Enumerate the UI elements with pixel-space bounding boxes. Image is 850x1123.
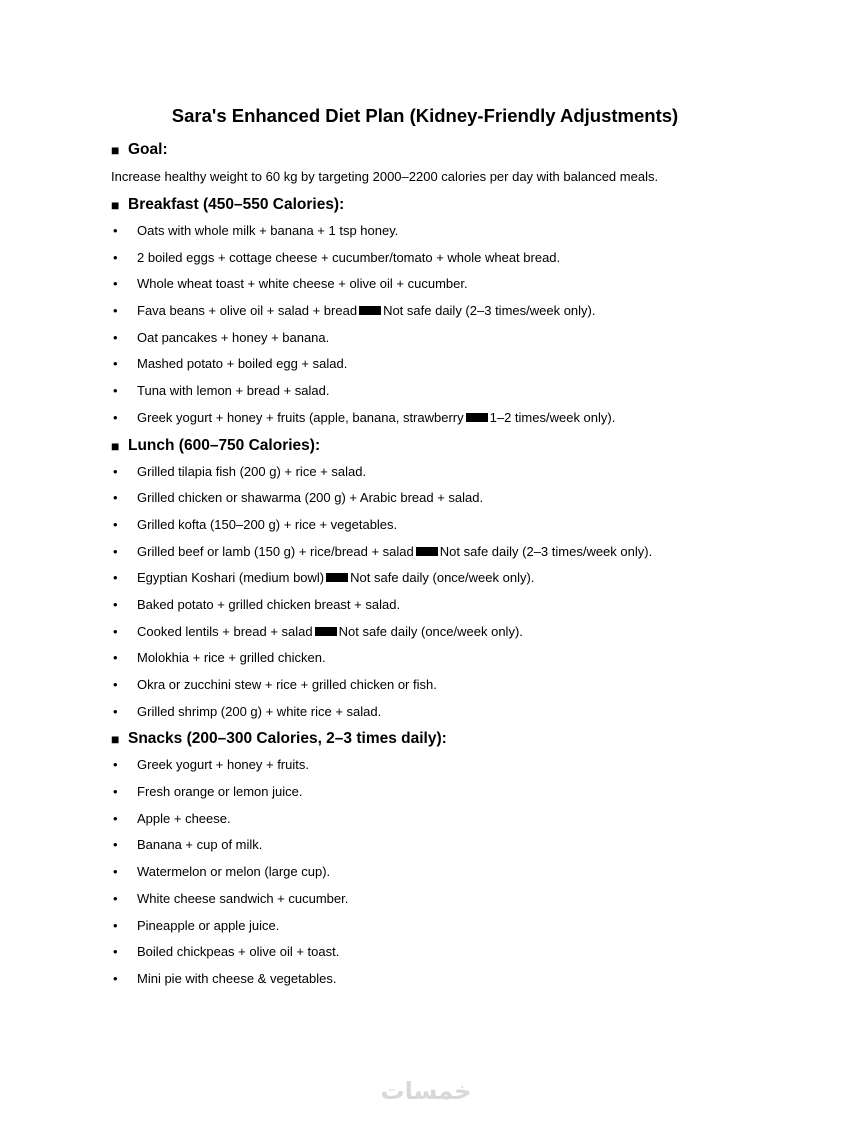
square-bullet-icon: ■ bbox=[111, 142, 120, 158]
list-item-text: Greek yogurt + honey + fruits (apple, banana, strawberry bbox=[137, 409, 464, 425]
list-item bbox=[111, 917, 791, 935]
square-bullet-icon: ■ bbox=[111, 197, 120, 213]
list-item bbox=[111, 329, 791, 347]
redaction-box bbox=[466, 413, 488, 422]
list-item-text: Oats with whole milk + banana + 1 tsp honey. bbox=[137, 223, 399, 238]
list-item bbox=[111, 943, 791, 961]
bullet-icon: • bbox=[113, 223, 118, 238]
bullet-icon: • bbox=[113, 383, 118, 399]
square-bullet-icon: ■ bbox=[111, 437, 120, 454]
list-item-text: Greek yogurt + honey + fruits. bbox=[137, 757, 309, 773]
list-item-text: Mashed potato + boiled egg + salad. bbox=[137, 356, 348, 372]
bullet-icon: • bbox=[113, 356, 118, 372]
list-item-text: Tuna with lemon + bread + salad. bbox=[137, 383, 330, 399]
list-item bbox=[111, 409, 791, 427]
bullet-icon: • bbox=[113, 864, 118, 880]
bullet-icon: • bbox=[113, 837, 118, 853]
list-item-note: Not safe daily (once/week only). bbox=[338, 623, 523, 639]
list-item-text: 2 boiled eggs + cottage cheese + cucumber/tomato + whole wheat bread. bbox=[137, 249, 561, 265]
bullet-icon: • bbox=[113, 810, 118, 826]
list-item-text: Baked potato + grilled chicken breast + salad. bbox=[137, 596, 401, 612]
list-item-text: Cooked lentils + bread + salad bbox=[137, 623, 313, 639]
list-item bbox=[111, 783, 791, 801]
list-item bbox=[111, 463, 791, 481]
bullet-icon: • bbox=[113, 757, 118, 773]
snacks-heading bbox=[111, 729, 791, 749]
list-item-note: Not safe daily (2–3 times/week only). bbox=[439, 543, 653, 559]
list-item bbox=[111, 649, 791, 667]
bullet-icon: • bbox=[113, 623, 118, 639]
list-item bbox=[111, 249, 791, 267]
bullet-icon: • bbox=[113, 703, 118, 719]
list-item-text: Egyptian Koshari (medium bowl) bbox=[137, 570, 325, 586]
list-item bbox=[111, 489, 791, 507]
list-item bbox=[111, 569, 791, 587]
list-item-text: Molokhia + rice + grilled chicken. bbox=[137, 650, 326, 666]
bullet-icon: • bbox=[113, 463, 118, 479]
goal-text: Increase healthy weight to 60 kg by targeting 2000–2200 calories per day with balanced meals. bbox=[111, 169, 659, 184]
snacks-heading-label: Snacks (200–300 Calories, 2–3 times daily): bbox=[128, 730, 447, 748]
list-item-text: Grilled kofta (150–200 g) + rice + vegetables. bbox=[137, 516, 398, 532]
bullet-icon: • bbox=[113, 329, 118, 345]
list-item bbox=[111, 970, 791, 988]
lunch-heading bbox=[111, 436, 791, 456]
list-item bbox=[111, 836, 791, 854]
bullet-icon: • bbox=[113, 409, 118, 425]
list-item-text: Oat pancakes + honey + banana. bbox=[137, 329, 330, 345]
list-item-text: Apple + cheese. bbox=[137, 810, 231, 826]
list-item-note: Not safe daily (once/week only). bbox=[350, 570, 535, 586]
list-item bbox=[111, 222, 791, 240]
watermark-logo: خمسات bbox=[380, 1077, 472, 1105]
bullet-icon: • bbox=[113, 543, 118, 559]
bullet-icon: • bbox=[113, 944, 118, 960]
list-item bbox=[111, 543, 791, 561]
list-item-text: Okra or zucchini stew + rice + grilled chicken or fish. bbox=[137, 677, 437, 692]
breakfast-heading-label: Breakfast (450–550 Calories): bbox=[128, 196, 345, 213]
document-body bbox=[111, 140, 791, 997]
list-item-text: Grilled shrimp (200 g) + white rice + salad. bbox=[137, 703, 382, 719]
page-title: Sara's Enhanced Diet Plan (Kidney-Friendly Adjustments) bbox=[171, 105, 679, 126]
snacks-list bbox=[111, 756, 791, 987]
bullet-icon: • bbox=[113, 677, 118, 692]
list-item-text: Fava beans + olive oil + salad + bread bbox=[137, 303, 358, 319]
list-item-note: Not safe daily (2–3 times/week only). bbox=[383, 303, 596, 319]
bullet-icon: • bbox=[113, 970, 118, 986]
list-item bbox=[111, 676, 791, 694]
list-item-text: Grilled beef or lamb (150 g) + rice/bread + salad bbox=[137, 543, 414, 559]
list-item bbox=[111, 810, 791, 828]
list-item-text: White cheese sandwich + cucumber. bbox=[137, 890, 349, 906]
bullet-icon: • bbox=[113, 784, 118, 800]
redaction-box bbox=[326, 573, 348, 582]
list-item-text: Banana + cup of milk. bbox=[137, 837, 263, 853]
bullet-icon: • bbox=[113, 596, 118, 612]
list-item bbox=[111, 863, 791, 881]
list-item bbox=[111, 623, 791, 641]
list-item bbox=[111, 596, 791, 614]
list-item-text: Whole wheat toast + white cheese + olive oil + cucumber. bbox=[137, 276, 468, 292]
lunch-list bbox=[111, 463, 791, 721]
bullet-icon: • bbox=[113, 650, 118, 666]
redaction-box bbox=[359, 306, 381, 315]
list-item-text: Mini pie with cheese & vegetables. bbox=[137, 970, 337, 986]
lunch-heading-label: Lunch (600–750 Calories): bbox=[128, 436, 321, 454]
list-item bbox=[111, 355, 791, 373]
redaction-box bbox=[315, 627, 337, 636]
redaction-box bbox=[416, 547, 438, 556]
list-item-note: 1–2 times/week only). bbox=[489, 409, 616, 425]
list-item bbox=[111, 756, 791, 774]
bullet-icon: • bbox=[113, 890, 118, 906]
list-item bbox=[111, 382, 791, 400]
goal-heading bbox=[111, 140, 791, 160]
square-bullet-icon: ■ bbox=[111, 731, 120, 748]
list-item bbox=[111, 890, 791, 908]
bullet-icon: • bbox=[113, 303, 118, 319]
bullet-icon: • bbox=[113, 917, 118, 933]
list-item-text: Fresh orange or lemon juice. bbox=[137, 784, 303, 800]
bullet-icon: • bbox=[113, 516, 118, 532]
bullet-icon: • bbox=[113, 570, 118, 586]
breakfast-list bbox=[111, 222, 791, 426]
breakfast-heading bbox=[111, 195, 791, 215]
list-item-text: Grilled chicken or shawarma (200 g) + Arabic bread + salad. bbox=[137, 490, 484, 506]
list-item bbox=[111, 275, 791, 293]
bullet-icon: • bbox=[113, 249, 118, 265]
list-item-text: Pineapple or apple juice. bbox=[137, 917, 280, 933]
list-item-text: Watermelon or melon (large cup). bbox=[137, 864, 331, 880]
list-item-text: Grilled tilapia fish (200 g) + rice + salad. bbox=[137, 463, 367, 479]
goal-heading-label: Goal: bbox=[128, 141, 168, 158]
bullet-icon: • bbox=[113, 276, 118, 292]
list-item-text: Boiled chickpeas + olive oil + toast. bbox=[137, 944, 340, 960]
list-item bbox=[111, 516, 791, 534]
bullet-icon: • bbox=[113, 490, 118, 506]
list-item bbox=[111, 302, 791, 320]
list-item bbox=[111, 703, 791, 721]
